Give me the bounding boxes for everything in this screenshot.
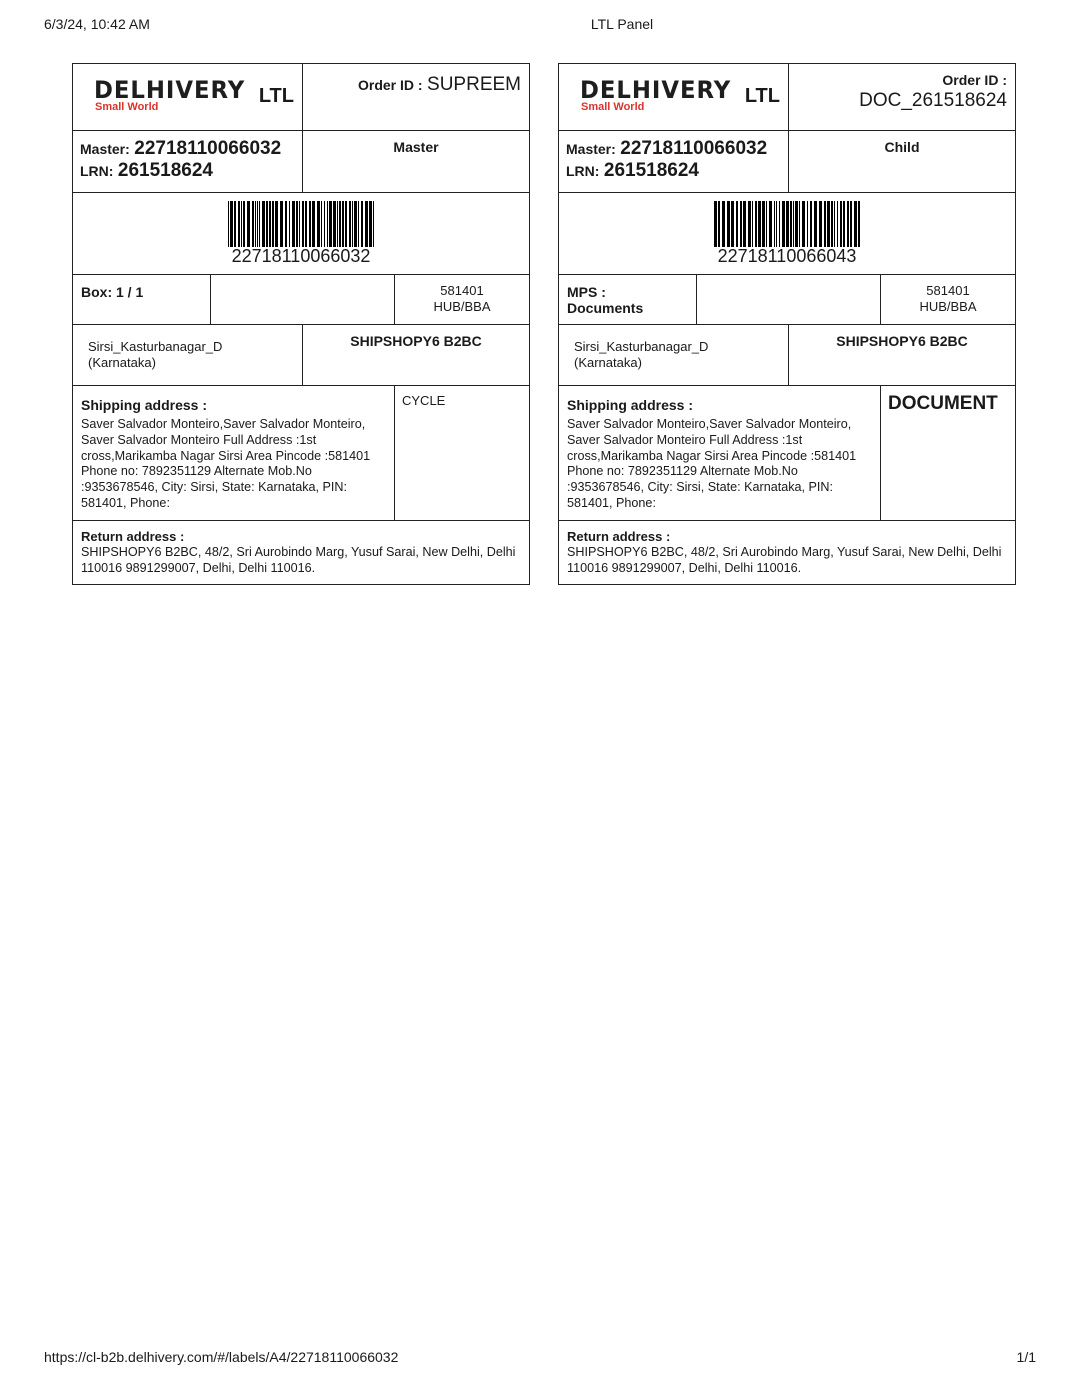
barcode-bar bbox=[843, 201, 845, 247]
barcode-graphic bbox=[714, 201, 862, 247]
barcode-bar bbox=[269, 201, 271, 247]
seller-name: SHIPSHOPY6 B2BC bbox=[302, 325, 529, 385]
barcode-bar bbox=[727, 201, 730, 247]
master-number: 22718110066032 bbox=[620, 138, 768, 159]
barcode-bar bbox=[324, 201, 325, 247]
box-blank-cell bbox=[210, 275, 394, 324]
return-address-label: Return address : bbox=[81, 529, 185, 544]
barcode-bar bbox=[349, 201, 351, 247]
barcode-bar bbox=[718, 201, 720, 247]
barcode-row bbox=[559, 193, 1015, 275]
print-page-number: 1/1 bbox=[1016, 1349, 1036, 1365]
box-count bbox=[73, 275, 210, 324]
barcode-bar bbox=[373, 201, 374, 247]
pincode: 581401 bbox=[926, 283, 970, 298]
barcode-bar bbox=[758, 201, 761, 247]
return-address-text: SHIPSHOPY6 B2BC, 48/2, Sri Aurobindo Marg, Yusuf Sarai, New Delhi, Delhi 110016 9891299007, Delhi, Delhi 110016. bbox=[567, 545, 1002, 575]
master-row bbox=[73, 131, 529, 193]
barcode-bar bbox=[305, 201, 307, 247]
return-address-block bbox=[73, 521, 529, 584]
barcode-bar bbox=[238, 201, 240, 247]
barcode-bar bbox=[840, 201, 842, 247]
brand-block bbox=[559, 64, 788, 130]
box-row bbox=[559, 275, 1015, 325]
shipment-mode: LTL bbox=[258, 85, 294, 107]
shipping-row bbox=[559, 386, 1015, 521]
barcode-bar bbox=[247, 201, 250, 247]
print-datetime: 6/3/24, 10:42 AM bbox=[44, 16, 150, 32]
barcode-bar bbox=[369, 201, 372, 247]
barcode-bar bbox=[714, 201, 717, 247]
order-id-label: Order ID : bbox=[358, 77, 423, 93]
hub-block bbox=[880, 275, 1015, 324]
barcode-bar bbox=[790, 201, 792, 247]
shipping-address-label: Shipping address : bbox=[81, 397, 208, 413]
barcode-bar bbox=[252, 201, 254, 247]
barcode-bar bbox=[333, 201, 336, 247]
master-lrn-block bbox=[73, 131, 302, 192]
barcode-bar bbox=[241, 201, 242, 247]
barcode-bar bbox=[337, 201, 338, 247]
destination-block bbox=[73, 325, 302, 385]
destination-center: Sirsi_Kasturbanagar_D bbox=[88, 339, 223, 354]
barcode-bar bbox=[755, 201, 757, 247]
barcode-bar bbox=[262, 201, 265, 247]
barcode-bar bbox=[854, 201, 857, 247]
order-id-block bbox=[302, 64, 529, 130]
label-type: Master bbox=[302, 131, 529, 192]
barcode-bar bbox=[272, 201, 274, 247]
shipment-mode: LTL bbox=[744, 85, 780, 107]
barcode-bar bbox=[361, 201, 363, 247]
master-lrn-block bbox=[559, 131, 788, 192]
barcode-number: 22718110066032 bbox=[231, 246, 371, 266]
return-address-label: Return address : bbox=[567, 529, 671, 544]
destination-center: Sirsi_Kasturbanagar_D bbox=[574, 339, 709, 354]
hub-code: HUB/BBA bbox=[433, 299, 491, 314]
delhivery-logo: DELHIVERY bbox=[94, 76, 246, 104]
order-id-block bbox=[788, 64, 1015, 130]
item-description: CYCLE bbox=[402, 393, 446, 408]
master-label: Master: bbox=[80, 141, 130, 157]
barcode-bar bbox=[257, 201, 258, 247]
lrn-number: 261518624 bbox=[603, 160, 699, 181]
barcode-bar bbox=[327, 201, 328, 247]
pincode: 581401 bbox=[440, 283, 484, 298]
lrn-number: 261518624 bbox=[117, 160, 213, 181]
brand-block bbox=[73, 64, 302, 130]
hub-code: HUB/BBA bbox=[919, 299, 977, 314]
barcode-bar bbox=[858, 201, 860, 247]
box-row bbox=[73, 275, 529, 325]
shipping-address-text: Saver Salvador Monteiro,Saver Salvador Monteiro, Saver Salvador Monteiro Full Address :1st cross,Marikamba Nagar Sirsi Area Pincode :581401 Phone no: 7892351129 Alternate Mob.No :9353678546, City: Sirsi, State: Karnataka, PIN: 581401, Phone: bbox=[81, 417, 371, 510]
barcode-bar bbox=[824, 201, 826, 247]
destination-state: (Karnataka) bbox=[88, 355, 156, 370]
barcode-bar bbox=[345, 201, 347, 247]
lrn-label: LRN: bbox=[566, 163, 600, 179]
barcode-bar bbox=[228, 201, 229, 247]
barcode-bar bbox=[296, 201, 298, 247]
barcode-bar bbox=[266, 201, 268, 247]
barcode-number: 22718110066043 bbox=[717, 246, 857, 266]
box-label: MPS : bbox=[567, 284, 606, 300]
order-id-label: Order ID : bbox=[942, 72, 1007, 88]
print-title: LTL Panel bbox=[590, 16, 654, 32]
label-type: Child bbox=[788, 131, 1015, 192]
master-label: Master: bbox=[566, 141, 616, 157]
location-row bbox=[73, 325, 529, 386]
barcode-bar bbox=[309, 201, 311, 247]
barcode-bar bbox=[837, 201, 838, 247]
barcode-bar bbox=[339, 201, 341, 247]
barcode-bar bbox=[243, 201, 245, 247]
lrn-label: LRN: bbox=[80, 163, 114, 179]
barcode-bar bbox=[352, 201, 353, 247]
barcode-bar bbox=[722, 201, 725, 247]
return-row bbox=[73, 521, 529, 584]
box-blank-cell bbox=[696, 275, 880, 324]
shipping-address-block bbox=[73, 386, 394, 520]
barcode-bar bbox=[786, 201, 789, 247]
barcode-bar bbox=[259, 201, 260, 247]
box-label: Box: 1 / 1 bbox=[81, 284, 144, 300]
barcode-bar bbox=[810, 201, 812, 247]
master-row bbox=[559, 131, 1015, 193]
barcode-bar bbox=[255, 201, 256, 247]
barcode-bar bbox=[831, 201, 833, 247]
print-url: https://cl-b2b.delhivery.com/#/labels/A4/22718110066032 bbox=[44, 1349, 399, 1365]
barcode-bar bbox=[769, 201, 772, 247]
order-id-value: DOC_261518624 bbox=[859, 90, 1007, 111]
shipping-row bbox=[73, 386, 529, 521]
label-header bbox=[559, 64, 1015, 131]
shipping-address-text: Saver Salvador Monteiro,Saver Salvador Monteiro, Saver Salvador Monteiro Full Address :1st cross,Marikamba Nagar Sirsi Area Pincode :581401 Phone no: 7892351129 Alternate Mob.No :9353678546, City: Sirsi, State: Karnataka, PIN: 581401, Phone: bbox=[567, 417, 857, 510]
order-id-value: SUPREEM bbox=[427, 74, 521, 95]
barcode-bar bbox=[285, 201, 287, 247]
return-row bbox=[559, 521, 1015, 584]
barcode-bar bbox=[358, 201, 359, 247]
barcode-bar bbox=[280, 201, 283, 247]
barcode-bar bbox=[774, 201, 775, 247]
barcode-bar bbox=[321, 201, 322, 247]
barcode-bar bbox=[731, 201, 734, 247]
barcode-bar bbox=[312, 201, 315, 247]
brand-tagline: Small World bbox=[581, 101, 645, 113]
barcode-bar bbox=[807, 201, 808, 247]
return-address-block bbox=[559, 521, 1015, 584]
label-header bbox=[73, 64, 529, 131]
barcode-bar bbox=[292, 201, 295, 247]
barcode-bar bbox=[302, 201, 304, 247]
location-row bbox=[559, 325, 1015, 386]
barcode-bar bbox=[776, 201, 777, 247]
brand-tagline: Small World bbox=[95, 101, 159, 113]
barcode-bar bbox=[234, 201, 236, 247]
barcode-bar bbox=[748, 201, 751, 247]
barcode-bar bbox=[317, 201, 320, 247]
box-count bbox=[559, 275, 696, 324]
barcode-bar bbox=[779, 201, 780, 247]
barcode-bar bbox=[743, 201, 746, 247]
barcode-bar bbox=[782, 201, 785, 247]
barcode-bar bbox=[762, 201, 765, 247]
barcode-bar bbox=[275, 201, 278, 247]
barcode-bar bbox=[752, 201, 753, 247]
barcode-bar bbox=[799, 201, 800, 247]
item-description: DOCUMENT bbox=[888, 393, 998, 414]
barcode-bar bbox=[827, 201, 830, 247]
barcode-bar bbox=[850, 201, 852, 247]
barcode-row bbox=[73, 193, 529, 275]
barcode-bar bbox=[736, 201, 738, 247]
barcode-bar bbox=[766, 201, 767, 247]
delhivery-logo: DELHIVERY bbox=[580, 76, 732, 104]
barcode-bar bbox=[289, 201, 290, 247]
barcode-bar bbox=[847, 201, 849, 247]
barcode-bar bbox=[230, 201, 233, 247]
barcode-bar bbox=[795, 201, 798, 247]
barcode-bar bbox=[793, 201, 794, 247]
barcode-bar bbox=[342, 201, 344, 247]
shipping-label-child bbox=[558, 63, 1016, 585]
barcode-bar bbox=[354, 201, 357, 247]
destination-state: (Karnataka) bbox=[574, 355, 642, 370]
master-number: 22718110066032 bbox=[134, 138, 282, 159]
box-label-2: Documents bbox=[567, 300, 644, 316]
barcode-bar bbox=[329, 201, 332, 247]
barcode-bar bbox=[814, 201, 817, 247]
barcode-bar bbox=[802, 201, 805, 247]
return-address-text: SHIPSHOPY6 B2BC, 48/2, Sri Aurobindo Marg, Yusuf Sarai, New Delhi, Delhi 110016 9891299007, Delhi, Delhi 110016. bbox=[81, 545, 516, 575]
shipping-address-label: Shipping address : bbox=[567, 397, 694, 413]
shipping-label-master bbox=[72, 63, 530, 585]
shipping-address-block bbox=[559, 386, 880, 520]
hub-block bbox=[394, 275, 529, 324]
barcode-bar bbox=[299, 201, 300, 247]
barcode-graphic bbox=[228, 201, 376, 247]
barcode-bar bbox=[740, 201, 742, 247]
barcode-bar bbox=[834, 201, 835, 247]
seller-name: SHIPSHOPY6 B2BC bbox=[788, 325, 1015, 385]
barcode-bar bbox=[819, 201, 822, 247]
destination-block bbox=[559, 325, 788, 385]
barcode-bar bbox=[365, 201, 368, 247]
